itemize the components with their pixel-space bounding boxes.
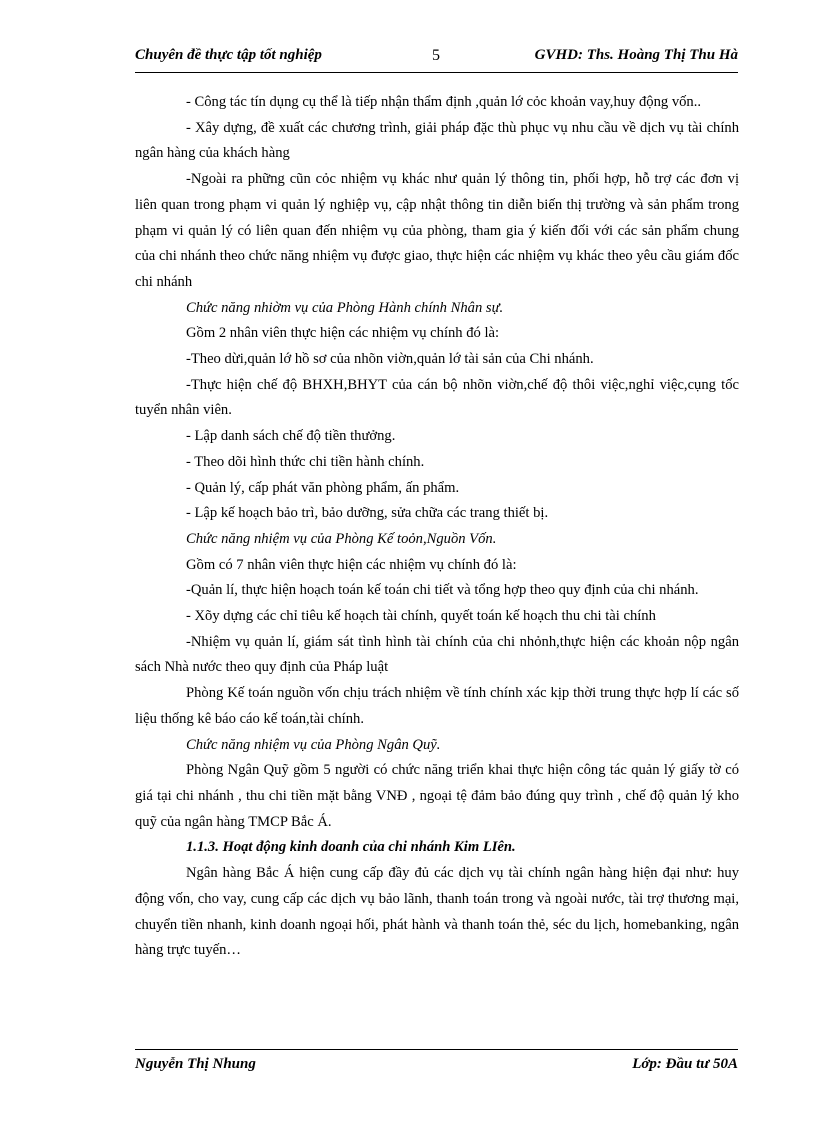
paragraph: -Thực hiện chế độ BHXH,BHYT của cán bộ nhõn viờn,chế độ thôi việc,nghỉ việc,cụng tốc tuyển nhân viên. [135, 376, 739, 419]
section-subheading: Chức năng nhiờm vụ của Phòng Hành chính Nhân sự. [186, 299, 504, 316]
document-body [135, 90, 739, 964]
class-name: Lớp: Đầu tư 50A [632, 1056, 738, 1072]
paragraph: -Nhiệm vụ quản lí, giám sát tình hình tài chính của chi nhỏnh,thực hiện các khoản nộp ngân sách Nhà nước theo quy định của Pháp luật [135, 633, 739, 676]
paragraph: Gồm có 7 nhân viên thực hiện các nhiệm vụ chính đó là: [186, 556, 517, 573]
paragraph: - Lập danh sách chế độ tiền thưởng. [186, 428, 396, 445]
section-heading: 1.1.3. Hoạt động kinh doanh của chi nhánh Kim LIên. [186, 839, 516, 856]
paragraph: - Công tác tín dụng cụ thể là tiếp nhận thẩm định ,quản lớ cỏc khoản vay,huy động vốn.. [186, 94, 702, 110]
paragraph: Gồm 2 nhân viên thực hiện các nhiệm vụ chính đó là: [186, 325, 500, 342]
document-title: Chuyên đề thực tập tốt nghiệp [135, 47, 322, 63]
section-subheading: Chức năng nhiệm vụ của Phòng Ngân Quỹ. [186, 736, 441, 753]
advisor-name: GVHD: Ths. Hoàng Thị Thu Hà [534, 47, 738, 63]
paragraph: Ngân hàng Bắc Á hiện cung cấp đầy đủ các dịch vụ tài chính ngân hàng hiện đại như: huy động vốn, cho vay, cung cấp các dịch vụ bảo lãnh, thanh toán trong và ngoài nước, tài trợ thương mại, chuyển tiền nhanh, kinh doanh ngoại hối, phát hành và thanh toán thẻ, séc du lịch, homebanking, ngân hàng trực tuyến… [135, 865, 739, 959]
paragraph: -Ngoài ra phững cũn cỏc nhiệm vụ khác như quản lý thông tin, phối hợp, hỗ trợ các đơn vị liên quan trong phạm vi quản lý nghiệp vụ, cập nhật thông tin diễn biến thị trường và sản phẩm trong phạm vi quản lý có liên quan đến nhiệm vụ của phòng, tham gia ý kiến đối với các sản phẩm chung của chi nhánh theo chức năng nhiệm vụ được giao, thực hiện các nhiệm vụ khác theo yêu cầu giám đốc chi nhánh [135, 171, 739, 290]
page-number: 5 [432, 47, 440, 64]
footer-rule [135, 1049, 738, 1050]
paragraph: - Lập kế hoạch bảo trì, bảo dưỡng, sửa chữa các trang thiết bị. [186, 505, 549, 522]
paragraph: - Xây dựng, đề xuất các chương trình, giải pháp đặc thù phục vụ nhu cầu về dịch vụ tài chính ngân hàng của khách hàng [135, 119, 739, 162]
section-subheading: Chức năng nhiệm vụ của Phòng Kế toỏn,Nguồn Vốn. [186, 530, 497, 547]
page-header [135, 47, 738, 73]
paragraph: Phòng Kế toán nguồn vốn chịu trách nhiệm về tính chính xác kịp thời trung thực hợp lí các số liệu thống kê báo cáo kế toán,tài chính. [135, 685, 739, 727]
paragraph: -Quản lí, thực hiện hoạch toán kế toán chi tiết và tổng hợp theo quy định của chi nhánh. [186, 582, 699, 599]
paragraph: - Theo dõi hình thức chi tiền hành chính. [186, 453, 425, 470]
author-name: Nguyễn Thị Nhung [135, 1056, 256, 1072]
paragraph: -Theo dừi,quản lớ hồ sơ của nhõn viờn,quản lớ tài sản của Chi nhánh. [186, 351, 594, 368]
paragraph: - Xõy dựng các chỉ tiêu kế hoạch tài chính, quyết toán kế hoạch thu chi tài chính [186, 608, 656, 625]
paragraph: Phòng Ngân Quỹ gồm 5 người có chức năng triển khai thực hiện công tác quản lý giấy tờ có giá tại chi nhánh , thu chi tiền mặt bằng VNĐ , ngoại tệ đảm bảo đúng quy trình , chế độ quản lý kho quỹ của ngân hàng TMCP Bắc Á. [135, 762, 739, 830]
paragraph: - Quản lý, cấp phát văn phòng phẩm, ấn phẩm. [186, 479, 460, 496]
